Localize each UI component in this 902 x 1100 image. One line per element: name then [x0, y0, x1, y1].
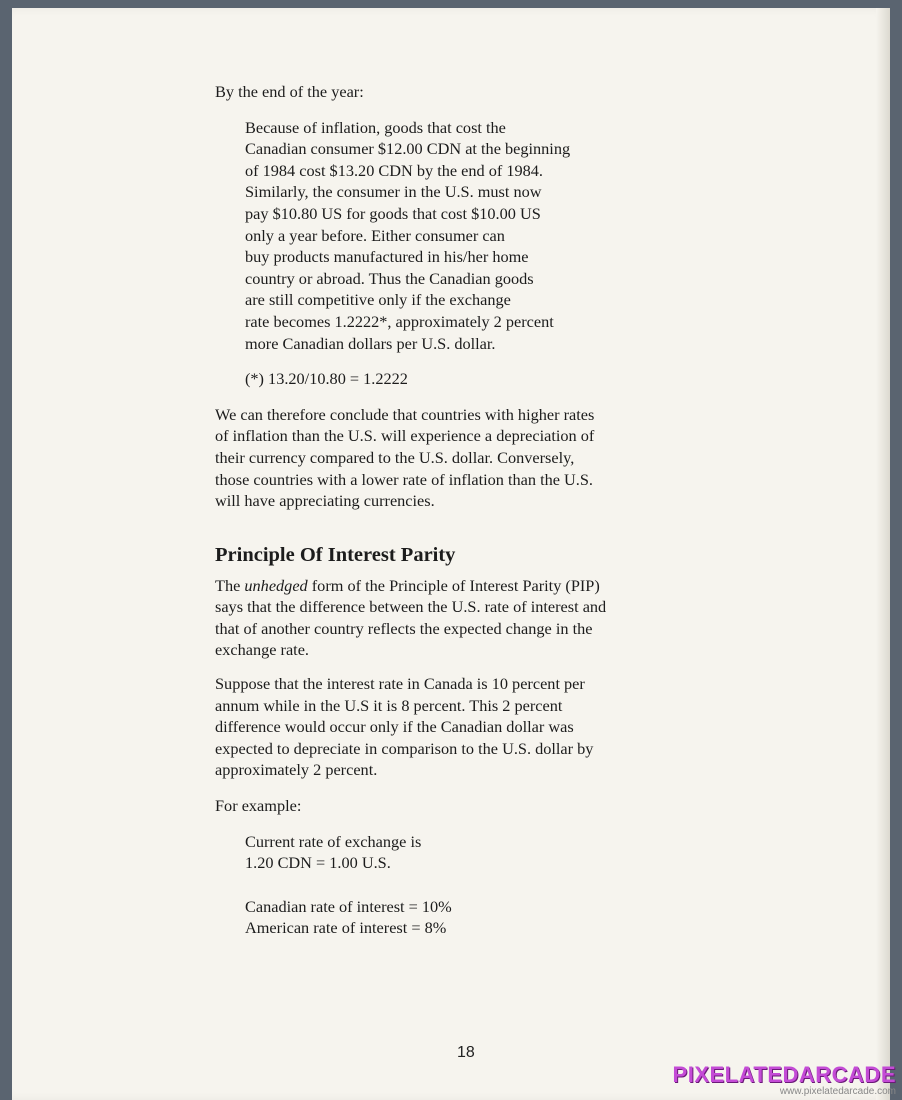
- interest-line: American rate of interest = 8%: [245, 918, 447, 938]
- pip-line: [215, 575, 715, 597]
- for-example-label: For example:: [215, 796, 302, 816]
- exchange-line: Current rate of exchange is: [245, 831, 422, 851]
- page-spine-shadow: [876, 8, 890, 1100]
- example-line: only a year before. Either consumer can: [245, 225, 505, 245]
- example-line: Because of inflation, goods that cost the: [245, 117, 506, 137]
- watermark: [673, 1062, 896, 1097]
- footnote: (*) 13.20/10.80 = 1.2222: [245, 369, 408, 389]
- document-page: [12, 8, 890, 1100]
- suppose-line: difference would occur only if the Canadian dollar was: [215, 717, 574, 737]
- conclusion-line: will have appreciating currencies.: [215, 491, 435, 511]
- pip-line: says that the difference between the U.S. rate of interest and: [215, 597, 607, 617]
- exchange-line: 1.20 CDN = 1.00 U.S.: [245, 853, 391, 873]
- example-block: [215, 117, 715, 390]
- example-line: buy products manufactured in his/her home: [245, 247, 529, 267]
- watermark-url: www.pixelatedarcade.com: [779, 1086, 896, 1097]
- pip-line: exchange rate.: [215, 640, 310, 660]
- example-line: rate becomes 1.2222*, approximately 2 percent: [245, 311, 554, 331]
- pip-paragraph: [215, 575, 715, 661]
- suppose-line: Suppose that the interest rate in Canada is 10 percent per: [215, 674, 585, 694]
- pip-text: The: [215, 575, 245, 595]
- pip-emphasis: unhedged: [244, 575, 308, 595]
- conclusion-paragraph: [215, 404, 715, 512]
- suppose-line: approximately 2 percent.: [215, 760, 378, 780]
- suppose-line: annum while in the U.S it is 8 percent. This 2 percent: [215, 695, 563, 715]
- example-line: Similarly, the consumer in the U.S. must now: [245, 182, 542, 202]
- intro-line: By the end of the year:: [215, 82, 364, 101]
- pip-line: that of another country reflects the expected change in the: [215, 618, 593, 638]
- conclusion-line: those countries with a lower rate of inflation than the U.S.: [215, 469, 593, 489]
- exchange-rate-block: [215, 831, 715, 874]
- conclusion-line: of inflation than the U.S. will experience a depreciation of: [215, 426, 595, 446]
- conclusion-line: their currency compared to the U.S. dollar. Conversely,: [215, 447, 575, 467]
- page-number: 18: [457, 1044, 475, 1061]
- interest-rates-block: [215, 896, 715, 939]
- conclusion-line: We can therefore conclude that countries with higher rates: [215, 404, 595, 424]
- pip-text: form of the Principle of Interest Parity (PIP): [307, 575, 600, 595]
- example-line: pay $10.80 US for goods that cost $10.00 US: [245, 203, 541, 223]
- section-heading: Principle Of Interest Parity: [215, 543, 456, 566]
- body-text: [215, 81, 715, 939]
- suppose-line: expected to depreciate in comparison to the U.S. dollar by: [215, 738, 594, 758]
- interest-line: Canadian rate of interest = 10%: [245, 896, 452, 916]
- example-line: country or abroad. Thus the Canadian goods: [245, 268, 534, 288]
- example-line: of 1984 cost $13.20 CDN by the end of 1984.: [245, 160, 544, 180]
- example-line: Canadian consumer $12.00 CDN at the beginning: [245, 139, 571, 159]
- example-line: are still competitive only if the exchange: [245, 290, 511, 310]
- suppose-paragraph: [215, 673, 715, 781]
- watermark-brand: PIXELATEDARCADE: [672, 1062, 896, 1087]
- example-line: more Canadian dollars per U.S. dollar.: [245, 333, 496, 353]
